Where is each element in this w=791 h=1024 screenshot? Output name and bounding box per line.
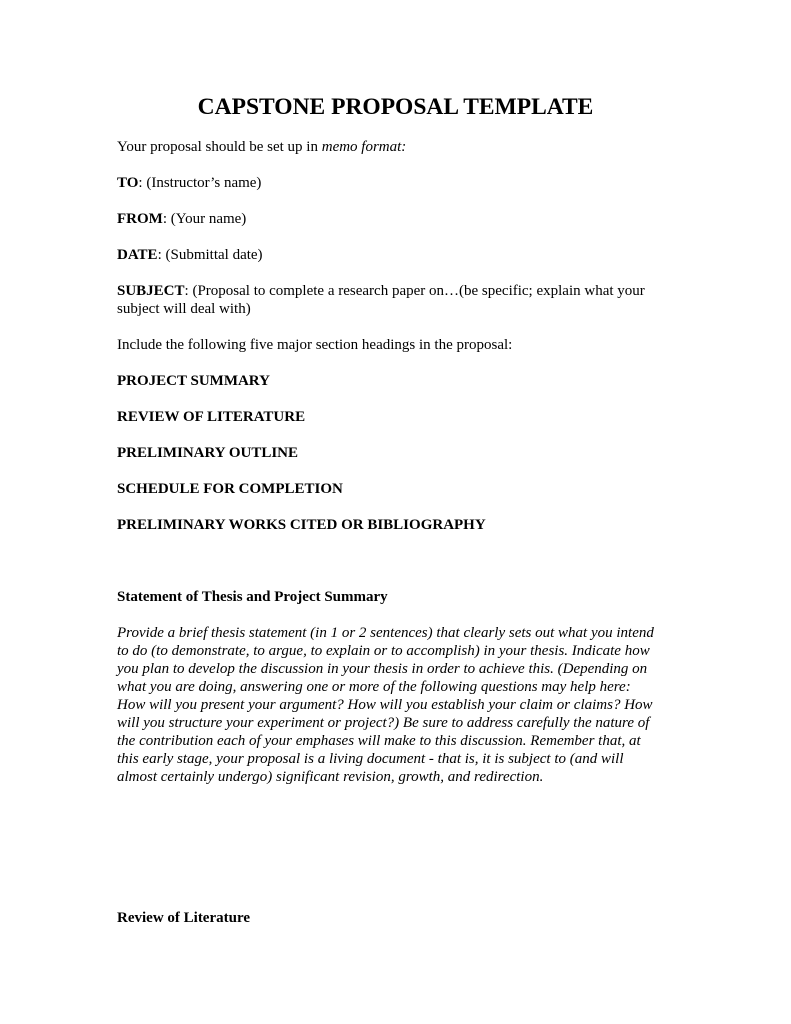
literature-section-heading: Review of Literature (117, 910, 251, 926)
section-heading-preliminary-outline: PRELIMINARY OUTLINE (117, 445, 299, 461)
intro-emphasis: memo format: (321, 139, 407, 155)
paragraph-line: you plan to develop the discussion in your thesis in order to achieve this. (Depending on (117, 661, 648, 677)
paragraph-line: How will you present your argument? How will you establish your claim or claims? How (117, 697, 653, 713)
thesis-section-heading: Statement of Thesis and Project Summary (117, 589, 388, 605)
sections-intro: Include the following five major section headings in the proposal: (117, 337, 513, 353)
intro-text: Your proposal should be set up in (117, 139, 322, 155)
paragraph-line: Provide a brief thesis statement (in 1 or 2 sentences) that clearly sets out what you intend (117, 625, 654, 641)
memo-value: : (Your name) (162, 211, 247, 227)
paragraph-line: almost certainly undergo) significant revision, growth, and redirection. (117, 769, 544, 785)
memo-label: DATE (117, 247, 158, 263)
page-title: CAPSTONE PROPOSAL TEMPLATE (197, 94, 594, 120)
memo-label: FROM (117, 211, 163, 227)
paragraph-line: what you are doing, answering one or more of the following questions may help here: (117, 679, 631, 695)
memo-label: TO (117, 175, 139, 191)
section-heading-works-cited: PRELIMINARY WORKS CITED OR BIBLIOGRAPHY (117, 517, 486, 533)
section-heading-project-summary: PROJECT SUMMARY (117, 373, 270, 389)
memo-value: : (Instructor’s name) (138, 175, 262, 191)
memo-field-subject (117, 282, 645, 300)
thesis-paragraph (117, 624, 677, 786)
memo-label: SUBJECT (117, 283, 185, 299)
memo-value: : (Submittal date) (157, 247, 263, 263)
memo-subject-continuation: subject will deal with) (117, 301, 251, 317)
section-heading-review-of-literature: REVIEW OF LITERATURE (117, 409, 306, 425)
paragraph-line: will you structure your experiment or project?) Be sure to address carefully the nature of (117, 715, 650, 731)
paragraph-line: the contribution each of your emphases will make to this discussion. Remember that, at (117, 733, 641, 749)
paragraph-line: to do (to demonstrate, to argue, to explain or to accomplish) in your thesis. Indicate how (117, 643, 650, 659)
section-heading-schedule: SCHEDULE FOR COMPLETION (117, 481, 343, 497)
memo-field-date (117, 246, 263, 264)
paragraph-line: this early stage, your proposal is a living document - that is, it is subject to (and will (117, 751, 624, 767)
memo-field-from (117, 210, 246, 228)
memo-value: : (Proposal to complete a research paper on…(be specific; explain what your (184, 283, 645, 299)
intro-line (117, 138, 406, 156)
memo-field-to (117, 174, 261, 192)
